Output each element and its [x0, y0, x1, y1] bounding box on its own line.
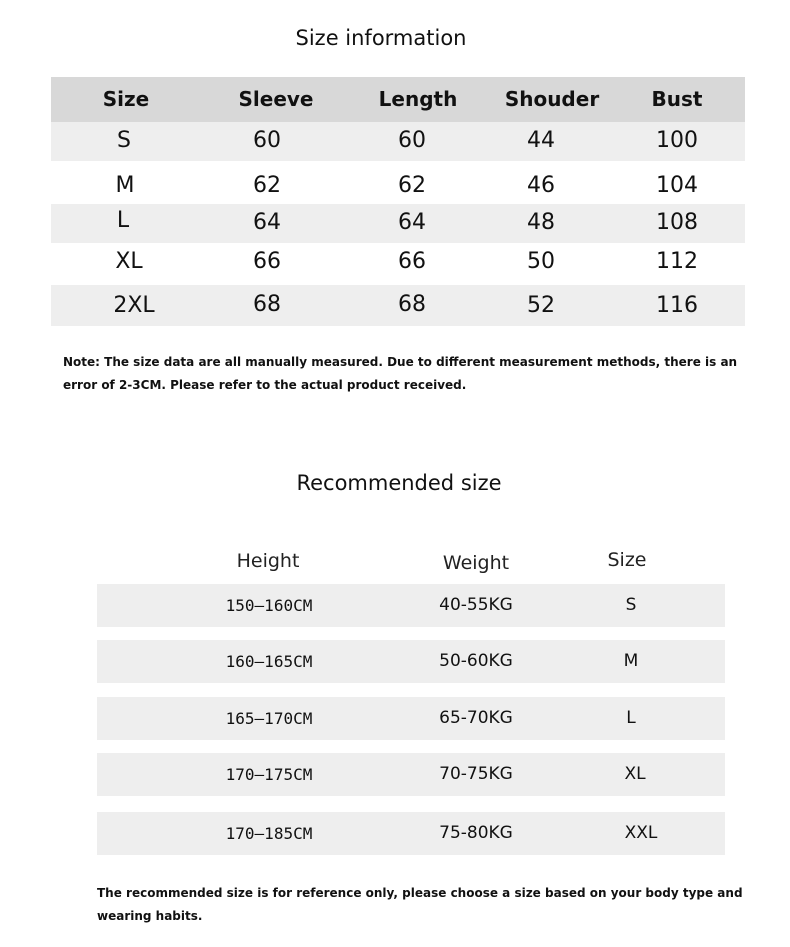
cell-height: 170–185CM — [225, 824, 313, 843]
recommended-size-title: Recommended size — [296, 471, 502, 495]
cell-weight: 75-80KG — [439, 823, 513, 843]
size-table-header-row — [51, 77, 745, 122]
header-height: Height — [236, 550, 300, 572]
cell-length: 68 — [398, 292, 426, 317]
size-information-title: Size information — [295, 26, 467, 50]
cell-size: XL — [624, 764, 646, 784]
header-size: Size — [607, 549, 647, 571]
measurement-note: Note: The size data are all manually measured. Due to different measurement methods, there is an error of 2-3CM. Please refer to the actual product received. — [63, 355, 738, 392]
cell-length: 60 — [398, 128, 426, 153]
cell-length: 66 — [398, 249, 426, 274]
cell-shoulder: 44 — [527, 128, 555, 153]
cell-size: XXL — [624, 823, 658, 843]
table-row — [97, 753, 725, 796]
cell-weight: 40-55KG — [439, 595, 513, 615]
size-information-table — [51, 77, 745, 326]
cell-height: 165–170CM — [225, 709, 313, 728]
cell-size: M — [623, 651, 639, 671]
table-row — [51, 243, 745, 285]
cell-sleeve: 68 — [253, 292, 281, 317]
table-row — [51, 204, 745, 243]
cell-size: M — [115, 173, 135, 198]
header-weight: Weight — [442, 552, 510, 574]
cell-bust: 100 — [656, 128, 698, 153]
cell-height: 170–175CM — [225, 765, 313, 784]
header-sleeve: Sleeve — [238, 87, 314, 111]
table-row — [97, 697, 725, 740]
cell-height: 150–160CM — [225, 596, 313, 615]
cell-sleeve: 64 — [253, 210, 281, 235]
table-row — [51, 122, 745, 161]
cell-size: XL — [115, 249, 143, 274]
header-length: Length — [378, 87, 458, 111]
cell-size: L — [116, 208, 130, 233]
cell-size: S — [625, 595, 637, 615]
cell-bust: 108 — [656, 210, 698, 235]
header-bust: Bust — [651, 87, 703, 111]
table-row — [97, 812, 725, 855]
table-row — [51, 161, 745, 204]
cell-shoulder: 52 — [527, 293, 555, 318]
cell-shoulder: 50 — [527, 249, 555, 274]
cell-size: S — [117, 128, 131, 153]
cell-weight: 50-60KG — [439, 651, 513, 671]
cell-sleeve: 66 — [253, 249, 281, 274]
cell-shoulder: 46 — [527, 173, 555, 198]
cell-size: 2XL — [113, 293, 155, 318]
cell-sleeve: 62 — [253, 173, 281, 198]
table-row — [97, 640, 725, 683]
cell-height: 160–165CM — [225, 652, 313, 671]
cell-bust: 112 — [656, 249, 698, 274]
cell-bust: 104 — [656, 173, 698, 198]
header-shoulder: Shouder — [504, 87, 600, 111]
cell-weight: 70-75KG — [439, 764, 513, 784]
cell-bust: 116 — [656, 293, 698, 318]
header-size: Size — [102, 87, 150, 111]
table-row — [51, 285, 745, 326]
recommendation-note: The recommended size is for reference only, please choose a size based on your body type and wearing habits. — [97, 886, 743, 923]
table-row — [97, 584, 725, 627]
cell-shoulder: 48 — [527, 210, 555, 235]
cell-length: 62 — [398, 173, 426, 198]
cell-size: L — [626, 708, 636, 728]
cell-sleeve: 60 — [253, 128, 281, 153]
cell-length: 64 — [398, 210, 426, 235]
cell-weight: 65-70KG — [439, 708, 513, 728]
